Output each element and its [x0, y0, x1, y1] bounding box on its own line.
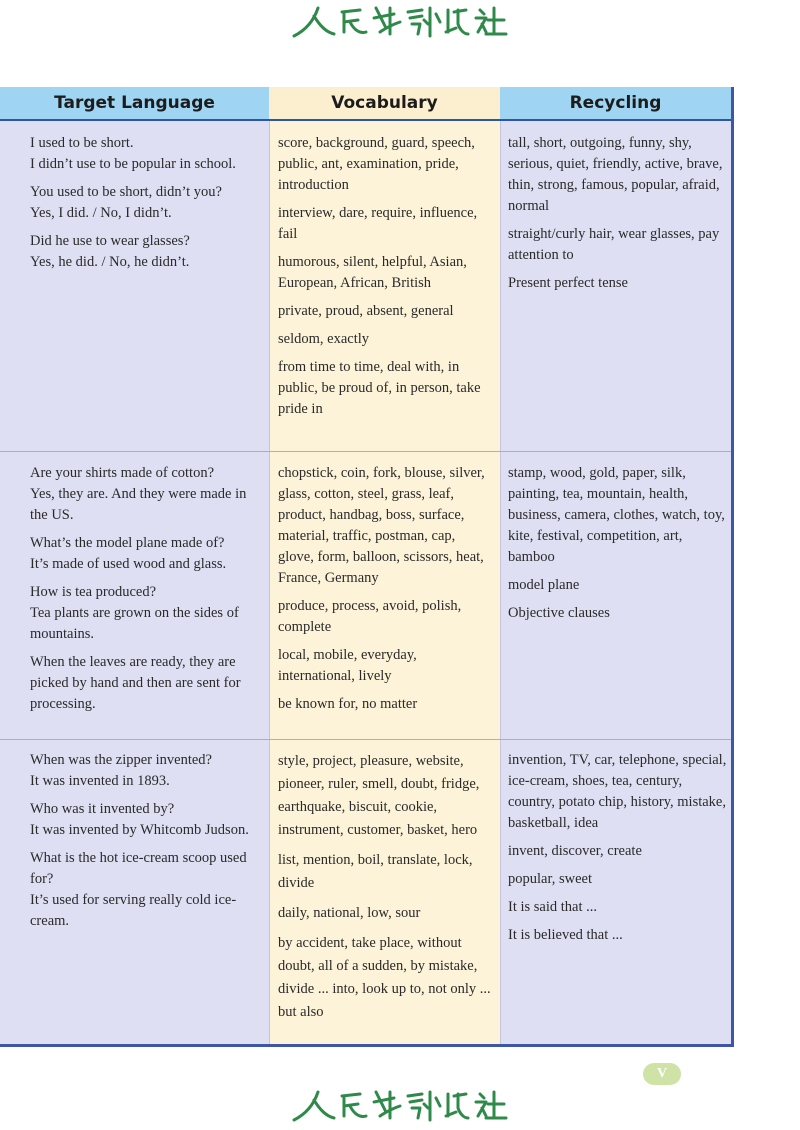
vocab-item: private, proud, absent, general	[278, 303, 454, 319]
target-item: When the leaves are ready, they are picked by hand and then are sent for processing.	[30, 654, 241, 712]
target-item: How is tea produced? Tea plants are grown on the sides of mountains.	[30, 584, 239, 642]
target-item: Are your shirts made of cotton? Yes, they are. And they were made in the US.	[30, 465, 247, 523]
header-recycling: Recycling	[500, 87, 731, 121]
recycling-item: Objective clauses	[508, 605, 610, 621]
target-item: Who was it invented by? It was invented by Whitcomb Judson.	[30, 801, 249, 838]
curriculum-table	[0, 87, 734, 1047]
recycling-item: stamp, wood, gold, paper, silk, painting, tea, mountain, health, business, camera, clothes, watch, toy, kite, festival, competition, art, bamboo	[508, 465, 725, 565]
row2-target	[30, 463, 266, 722]
row2-recycling	[508, 463, 728, 631]
vocab-item: from time to time, deal with, in public, be proud of, in person, take pride in	[278, 359, 481, 417]
target-item: Did he use to wear glasses? Yes, he did. / No, he didn’t.	[30, 233, 190, 270]
column-divider	[269, 121, 270, 1044]
target-item: What’s the model plane made of? It’s made of used wood and glass.	[30, 535, 227, 572]
recycling-item: invention, TV, car, telephone, special, ice-cream, shoes, tea, century, country, potato chip, history, mistake, basketball, idea	[508, 752, 727, 831]
recycling-item: It is believed that ...	[508, 927, 623, 943]
recycling-item: model plane	[508, 577, 580, 593]
target-item: What is the hot ice-cream scoop used for? It’s used for serving really cold ice-cream.	[30, 850, 247, 929]
vocab-item: produce, process, avoid, polish, complete	[278, 598, 462, 635]
vocab-item: humorous, silent, helpful, Asian, European, African, British	[278, 254, 467, 291]
target-item: When was the zipper invented? It was invented in 1893.	[30, 752, 212, 789]
vocab-item: by accident, take place, without doubt, all of a sudden, by mistake, divide ... into, look up to, not only ... but also	[278, 935, 491, 1020]
page-number-badge: V	[643, 1063, 681, 1085]
vocab-item: seldom, exactly	[278, 331, 370, 347]
recycling-item: popular, sweet	[508, 871, 592, 887]
recycling-item: invent, discover, create	[508, 843, 642, 859]
target-item: You used to be short, didn’t you? Yes, I did. / No, I didn’t.	[30, 184, 222, 221]
vocab-item: local, mobile, everyday, international, lively	[278, 647, 417, 684]
vocab-item: score, background, guard, speech, public, ant, examination, pride, introduction	[278, 135, 475, 193]
row3-target	[30, 750, 266, 939]
row2-vocabulary	[278, 463, 494, 722]
vocab-item: list, mention, boil, translate, lock, divide	[278, 852, 473, 891]
recycling-item: Present perfect tense	[508, 275, 628, 291]
publisher-logo-bottom	[290, 1086, 512, 1126]
vocab-item: daily, national, low, sour	[278, 905, 421, 921]
target-item: I used to be short. I didn’t use to be popular in school.	[30, 135, 236, 172]
row1-vocabulary	[278, 133, 494, 427]
publisher-logo-top	[290, 2, 512, 42]
row3-vocabulary	[278, 750, 494, 1031]
vocab-item: style, project, pleasure, website, pioneer, ruler, smell, doubt, fridge, earthquake, biscuit, cookie, instrument, customer, basket, hero	[278, 753, 480, 838]
header-vocabulary: Vocabulary	[269, 87, 500, 121]
row1-recycling	[508, 133, 728, 301]
vocab-item: chopstick, coin, fork, blouse, silver, glass, cotton, steel, grass, leaf, product, handbag, boss, surface, material, traffic, postman, cap, glove, form, balloon, scissors, heat, France, Germany	[278, 465, 485, 586]
row1-target	[30, 133, 266, 280]
header-target-language: Target Language	[0, 87, 269, 121]
recycling-item: straight/curly hair, wear glasses, pay attention to	[508, 226, 720, 263]
vocab-item: interview, dare, require, influence, fail	[278, 205, 478, 242]
recycling-item: It is said that ...	[508, 899, 598, 915]
row-divider	[0, 451, 731, 452]
vocab-item: be known for, no matter	[278, 696, 418, 712]
row3-recycling	[508, 750, 728, 953]
column-divider	[500, 121, 501, 1044]
row-divider	[0, 739, 731, 740]
recycling-item: tall, short, outgoing, funny, shy, serious, quiet, friendly, active, brave, thin, strong, famous, popular, afraid, normal	[508, 135, 723, 214]
